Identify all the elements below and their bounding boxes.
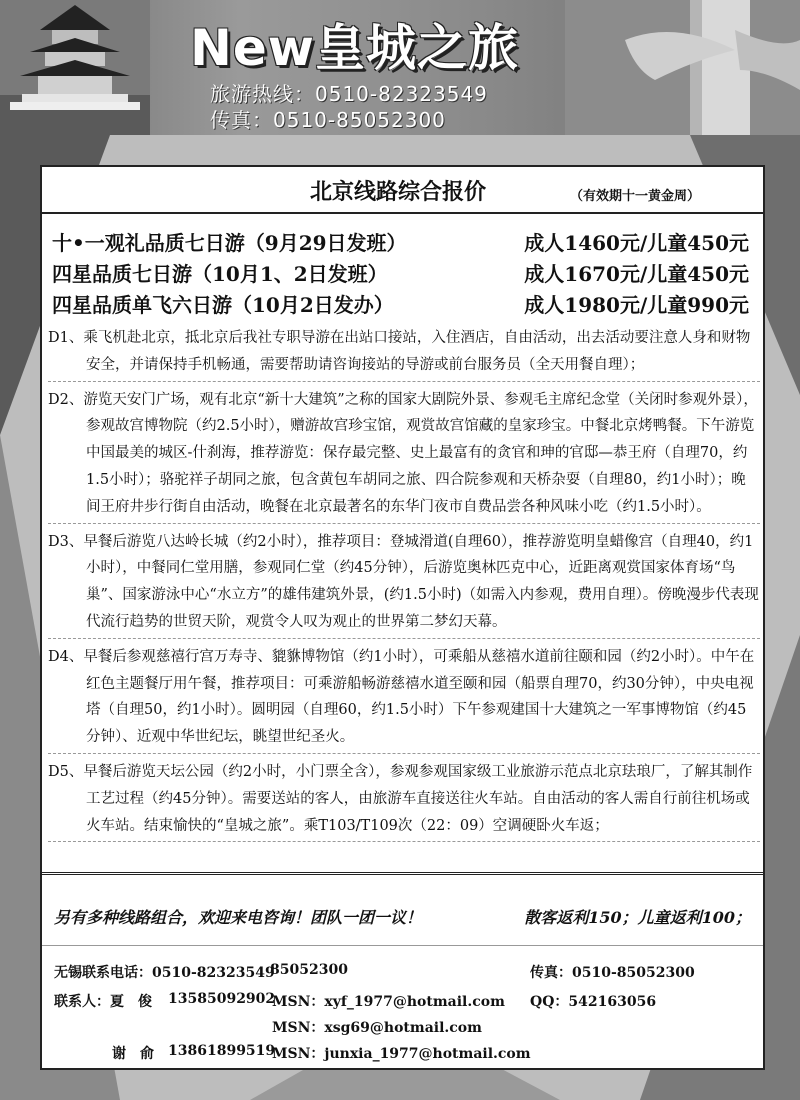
fax-contact: 传真：0510-85052300 — [530, 965, 695, 981]
itinerary-day-5: D5、早餐后游览天坛公园（约2小时，小门票全含），参观参观国家级工业旅游示范点北京珐琅厂，了解其制作工艺过程（约45分钟）。需要送站的客人，由旅游车直接送往火车站。自由活动的客人需自行前往机场或火车站。结束愉快的“皇城之旅”。乘T103/T109次（22：09）空调硬卧火车返； — [48, 759, 760, 842]
hotline-text: 旅游热线：0510-82323549 — [210, 82, 488, 106]
tour-name: 四星品质单飞六日游（10月2日发办） — [52, 293, 394, 317]
promo-text: 另有多种线路组合，欢迎来电咨询！团队一团一议！ — [54, 908, 423, 927]
tour-name: 四星品质七日游（10月1、2日发班） — [52, 262, 388, 286]
huabiao-pillar-image — [565, 0, 800, 135]
card-title: 北京线路综合报价 — [310, 179, 487, 205]
itinerary-day-4: D4、早餐后参观慈禧行宫万寿寺、貔貅博物馆（约1小时），可乘船从慈禧水道前往颐和园（约2小时）。中午在红色主题餐厅用午餐，推荐项目：可乘游船畅游慈禧水道至颐和园（船票自理70，约30分钟），中央电视塔（自理50，约1小时）。圆明园（自理60，约1.5小时）下午参观建国十大建筑之一军事博物馆（约45分钟）、近观中华世纪坛，眺望世纪圣火。 — [48, 644, 760, 754]
phone-label: 无锡联系电话：0510-82323549 — [54, 965, 275, 981]
contact1-label: 联系人：夏 俊 — [54, 994, 152, 1010]
brand-title: New皇城之旅 — [190, 19, 519, 77]
contact1-msn: MSN：xyf_1977@hotmail.com — [272, 994, 505, 1010]
itinerary-day-3: D3、早餐后游览八达岭长城（约2小时），推荐项目：登城滑道(自理60），推荐游览明皇蜡像宫（自理40，约1小时），中餐同仁堂用膳，参观同仁堂（约45分钟），后游览奥林匹克中心，近距离观赏国家体育场“鸟巢”、国家游泳中心“水立方”的雄伟建筑外景，(约1.5小时)（如需入内参观，费用自理）。傍晚漫步代表现代流行趋势的世贸天阶，观赏令人叹为观止的世界第二梦幻天幕。 — [48, 529, 760, 639]
promo-bar — [42, 872, 763, 947]
itinerary-day-1: D1、乘飞机赴北京，抵北京后我社专职导游在出站口接站，入住酒店，自由活动，出去活动要注意人身和财物安全，并请保持手机畅通，需要帮助请咨询接站的导游或前台服务员（全天用餐自理）； — [48, 325, 760, 382]
phone-alt: 85052300 — [270, 962, 348, 978]
contact2-msn: MSN：junxia_1977@hotmail.com — [272, 1046, 531, 1062]
tour-name: 十•一观礼品质七日游（9月29日发班） — [52, 231, 407, 255]
title-row — [42, 167, 763, 214]
fax-text: 传真：0510-85052300 — [210, 108, 446, 132]
validity-note: （有效期十一黄金周） — [570, 189, 701, 204]
tour-price: 成人1670元/儿童450元 — [524, 262, 749, 286]
temple-of-heaven-image — [0, 0, 150, 135]
contact1-phone: 13585092902 — [168, 991, 276, 1007]
rebate-text: 散客返利150；儿童返利100； — [524, 908, 751, 927]
tour-price: 成人1980元/儿童990元 — [524, 293, 749, 317]
contact2-phone: 13861899519 — [168, 1043, 276, 1059]
contact2-name: 谢 俞 — [112, 1046, 154, 1062]
itinerary — [48, 325, 760, 847]
header-banner — [0, 0, 800, 135]
tour-price: 成人1460元/儿童450元 — [524, 231, 749, 255]
itinerary-day-2: D2、游览天安门广场，观有北京“新十大建筑”之称的国家大剧院外景、参观毛主席纪念堂（关闭时参观外景），参观故宫博物院（约2.5小时），赠游故宫珍宝馆，观赏故宫馆藏的皇家珍宝。中餐北京烤鸭餐。下午游览中国最美的城区-什刹海，推荐游览：保存最完整、史上最富有的贪官和珅的官邸—恭王府（自理70，约1.5小时）；骆驼祥子胡同之旅，包含黄包车胡同之旅、四合院参观和天桥杂耍（自理80，约1小时）；晚间王府井步行街自由活动，晚餐在北京最著名的东华门夜市自费品尝各种风味小吃（约1.5小时）。 — [48, 387, 760, 524]
contact-section — [42, 945, 763, 1069]
contact1-qq: QQ：542163056 — [530, 994, 657, 1010]
contact1-msn2: MSN：xsg69@hotmail.com — [272, 1020, 482, 1036]
price-card — [40, 165, 765, 1070]
